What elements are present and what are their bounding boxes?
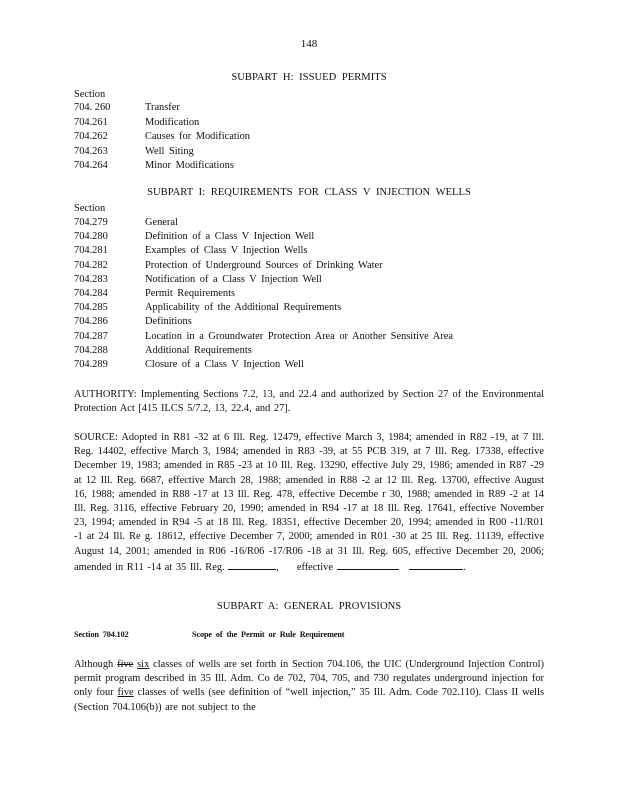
subpart-h-toc-section-number: 704.264 [74,160,108,171]
source-effective-label: effective [296,561,333,573]
subpart-i-toc-section-title: General [145,217,178,228]
subpart-i-toc-section-number: 704.279 [74,217,108,228]
inserted-text-2: five [117,687,134,699]
subpart-h-toc-row [74,159,234,173]
source-blank-3 [409,559,463,570]
subpart-h-toc-section-number: 704.263 [74,145,108,157]
body-paragraph [74,658,544,715]
subpart-i-toc-row [74,344,252,358]
subpart-i-toc-section-title: Protection of Underground Sources of Drinking Water [145,259,383,271]
subpart-i-toc-section-title: Definitions [145,316,192,328]
subpart-h-toc-section-title: Well Siting [145,145,194,157]
subpart-i-toc-section-number: 704.280 [74,231,108,243]
subpart-i-toc-section-number: 704.289 [74,359,108,370]
section-title: Scope of the Permit or Rule Requirement [192,630,345,639]
subpart-i-toc-section-number: 704.286 [74,316,108,328]
subpart-i-toc-row [74,230,314,244]
subpart-i-section-label: Section [74,203,106,214]
subpart-i-toc-section-title: Notification of a Class V Injection Well [145,273,322,285]
subpart-h-toc-section-title: Modification [145,116,200,128]
subpart-i-toc-section-title: Applicability of the Additional Requirements [145,302,342,314]
subpart-i-toc-section-number: 704.281 [74,245,108,257]
struck-text: five [117,659,134,670]
subpart-i-toc-section-title: Location in a Groundwater Protection Area or Another Sensitive Area [145,330,453,342]
subpart-i-toc-section-number: 704.285 [74,302,108,314]
section-number: Section 704.102 [74,630,129,639]
subpart-h-toc-section-title: Transfer [145,102,180,113]
subpart-i-toc-section-title: Definition of a Class V Injection Well [145,231,315,243]
subpart-h-toc-section-title: Minor Modifications [145,160,234,171]
subpart-i-toc-row [74,287,235,301]
subpart-i-toc-section-number: 704.288 [74,344,108,356]
subpart-i-toc-row [74,259,383,273]
body-text-3: classes of wells (see definition of “well injection,” 35 Ill. Adm. Code 702.110). Class II wells (Section 704.106(b)) are not subject to the [74,687,545,713]
subpart-i-toc-row [74,273,322,287]
source-note: SOURCE: Adopted in R81 -32 at 6 Ill. Reg. 12479, effective March 3, 1984; amended in R82 -19, at 7 Ill. Reg. 14402, effective March 3, 1984; amended in R83 -39, at 55 PCB 319, at 7 Ill. Reg. 17338, effective December 19, 1983; amended in R85 -23 at 10 Ill. Reg. 13290, effective July 29, 1986; amended in R87 -29 at 12 Ill. Reg. 6687, effective March 28, 1988; amended in R88 -2 at 12 Ill. Reg. 13700, effective August 16, 1988; amended in R88 -17 at 13 Ill. Reg. 478, effective Decembe r 30, 1988; amended in R89 -2 at 14 Ill. Reg. 3116, effective February 20, 1990; amended in R94 -17 at 18 Ill. Reg. 17641, effective November 23, 1994; amended in R94 -5 at 18 Ill. Reg. 18351, effective December 20, 1994; amended in R00 -11/R01 -1 at 24 Ill. Re g. 18612, effective December 7, 2000; amended in R01 -30 at 25 Ill. Reg. 11139, effective August 14, 2001; amended in R06 -16/R06 -17/R06 -18 at 31 Ill. Reg. 605, effective December 20, 2006; amended in R11 -14 at 35 Ill. Reg. , effective . [74,432,544,573]
subpart-i-toc-section-number: 704.283 [74,273,108,285]
subpart-i-heading: SUBPART I: REQUIREMENTS FOR CLASS V INJECTION WELLS [147,187,471,198]
subpart-i-toc-section-title: Examples of Class V Injection Wells [145,245,308,257]
subpart-i-toc-section-number: 704.287 [74,330,108,342]
subpart-h-toc-row [74,101,180,115]
source-text: SOURCE: Adopted in R81 -32 at 6 Ill. Reg. 12479, effective March 3, 1984; amended in R82 -19, at 7 Ill. Reg. 14402, effective March 3, 1984; amended in R83 -39, at 55 PCB 319, at 7 Ill. Reg. 17338, effective December 19, 1983; amended in R85 -23 at 10 Ill. Reg. 13290, effective July 29, 1986; amended in R87 -29 at 12 Ill. Reg. 6687, effective March 28, 1988; amended in R88 -2 at 12 Ill. Reg. 13700, effective August 16, 1988; amended in R88 -17 at 13 Ill. Reg. 478, effective Decembe r 30, 1988; amended in R89 -2 at 14 Ill. Reg. 3116, effective February 20, 1990; amended in R94 -17 at 18 Ill. Reg. 17641, effective November 23, 1994; amended in R94 -5 at 18 Ill. Reg. 18351, effective December 20, 1994; amended in R00 -11/R01 -1 at 24 Ill. Re g. 18612, effective December 7, 2000; amended in R01 -30 at 25 Ill. Reg. 11139, effective August 14, 2001; amended in R06 -16/R06 -17/R06 -18 at 31 Ill. Reg. 605, effective December 20, 2006; amended in R11 -14 at 35 Ill. Reg. [74,432,544,573]
subpart-i-toc-section-title: Permit Requirements [145,288,236,299]
source-blank-1 [228,559,276,570]
source-blank-2 [337,559,399,570]
subpart-i-toc-section-number: 704.282 [74,259,108,271]
subpart-h-toc-section-number: 704.262 [74,131,108,142]
subpart-h-toc-row [74,130,250,144]
subpart-i-toc-row [74,315,192,329]
subpart-i-toc-row [74,216,178,230]
subpart-i-toc-row [74,244,307,258]
body-text-2: classes of wells are set forth in Section 704.106, the UIC (Underground Injection Control) permit program described in 35 Ill. Adm. Co de 702, 704, 705, and 730 regulates underground injection for only four [74,659,545,699]
subpart-i-toc-section-title: Closure of a Class V Injection Well [145,359,304,370]
subpart-h-section-label: Section [74,89,106,100]
section-704-102-heading [74,630,344,639]
subpart-h-toc-section-number: 704.261 [74,116,108,128]
subpart-i-toc-row [74,330,453,344]
subpart-a-heading: SUBPART A: GENERAL PROVISIONS [216,601,402,612]
subpart-i-toc-section-number: 704.284 [74,288,108,299]
subpart-h-toc-section-number: 704. 260 [74,102,111,113]
subpart-i-toc-row [74,358,304,372]
subpart-h-heading: SUBPART H: ISSUED PERMITS [231,72,387,83]
page-number: 148 [300,38,318,50]
subpart-i-toc-section-title: Additional Requirements [145,344,252,356]
body-text-1: Although [74,659,114,670]
subpart-h-toc-row [74,116,199,130]
authority-note: AUTHORITY: Implementing Sections 7.2, 13, and 22.4 and authorized by Section 27 of the Environmental Protection Act [415 ILCS 5/7.2, 13, 22.4, and 27]. [74,389,544,415]
subpart-h-toc-section-title: Causes for Modification [145,131,250,142]
subpart-i-toc-row [74,301,341,315]
subpart-h-toc-row [74,145,194,159]
inserted-text: six [137,659,150,670]
